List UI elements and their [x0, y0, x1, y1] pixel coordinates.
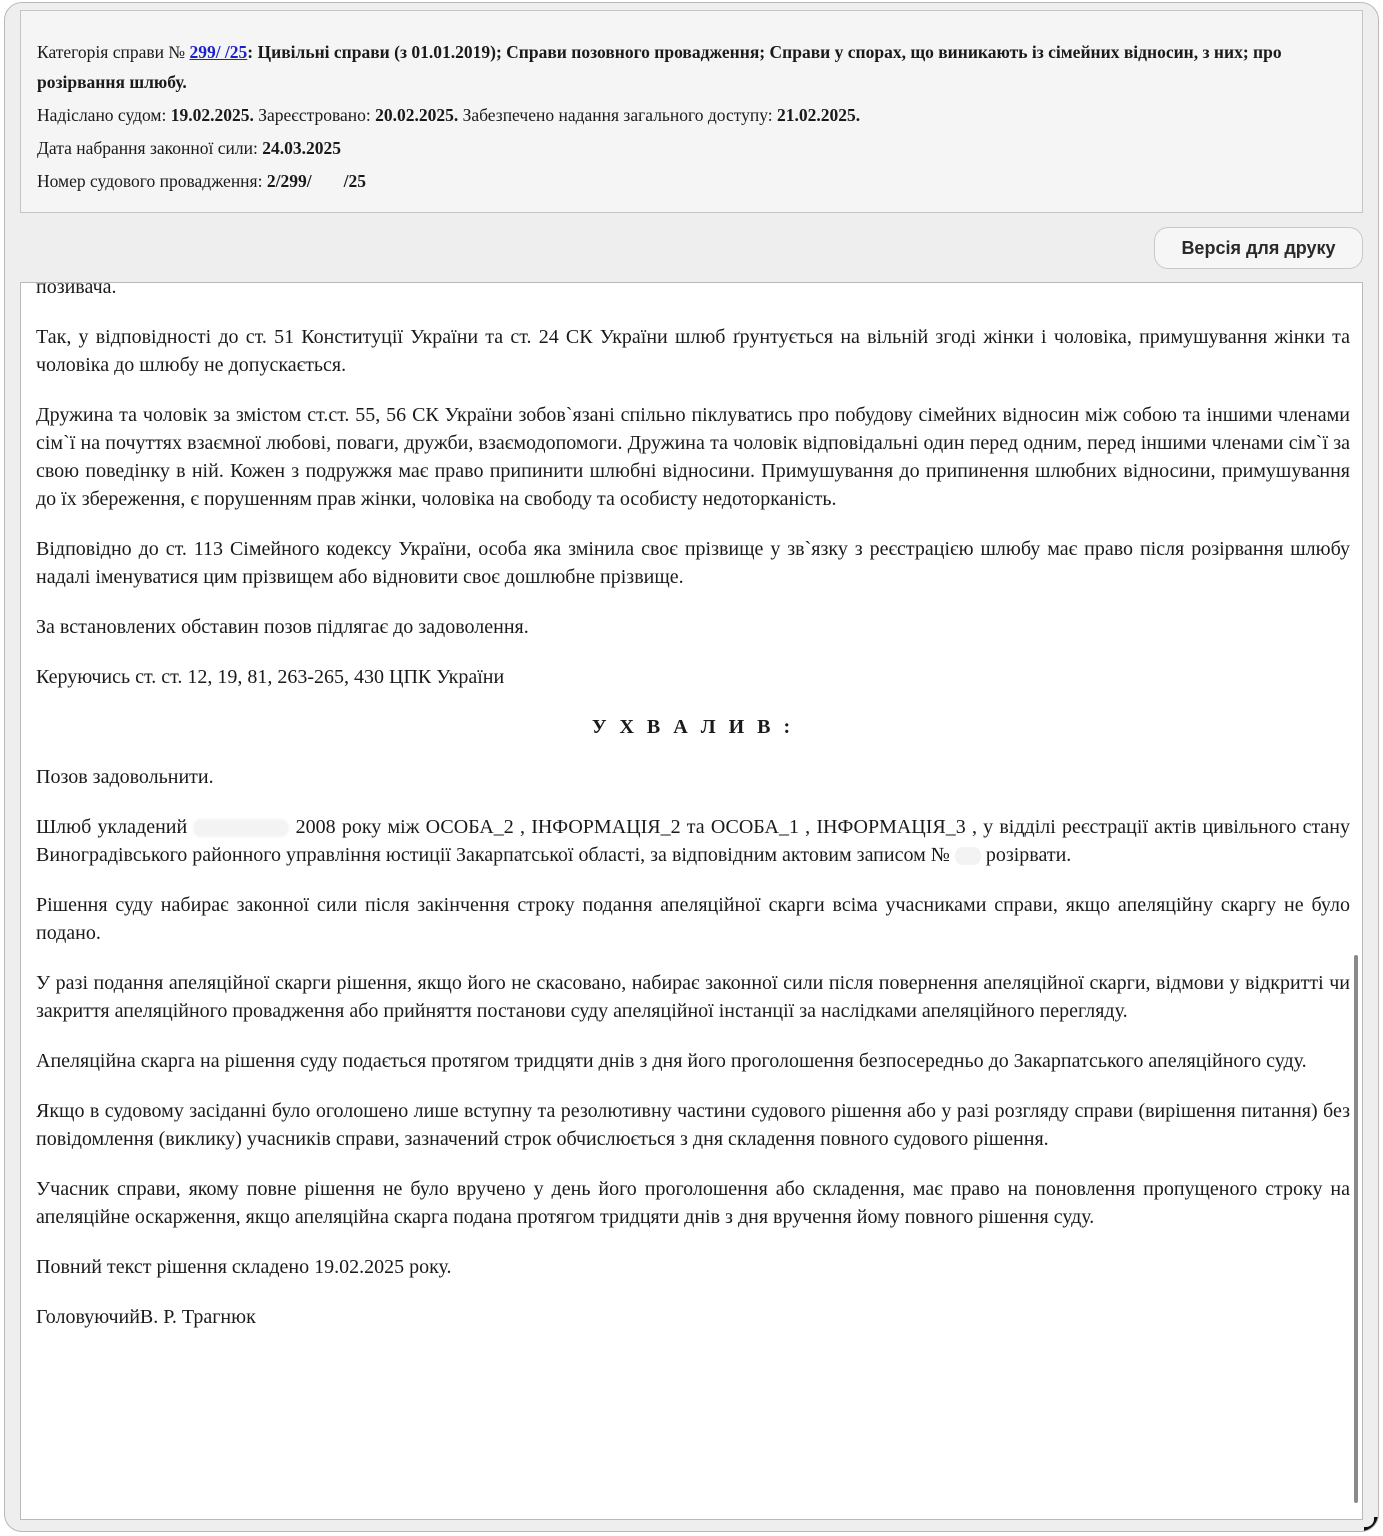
browser-window [4, 2, 1379, 1532]
doc-paragraph: Так, у відповідності до ст. 51 Конституції України та ст. 24 СК України шлюб ґрунтується на вільній згоді жінки і чоловіка, примушування жінки та чоловіка до шлюбу не допускається. [36, 326, 1350, 376]
case-category-label: Категорія справи № [37, 42, 186, 62]
legal-force-line [37, 133, 1346, 163]
doc-paragraph: Повний текст рішення складено 19.02.2025 року. [36, 1256, 452, 1278]
marriage-text-start: Шлюб укладений [36, 816, 188, 838]
decision-heading: У Х В А Л И В : [591, 716, 795, 738]
legal-force-label: Дата набрання законної сили: [37, 138, 258, 158]
legal-force-date: 24.03.2025 [262, 138, 341, 158]
case-info-panel [20, 10, 1363, 213]
doc-paragraph: Дружина та чоловік за змістом ст.ст. 55, 56 СК України зобов`язані спільно піклуватись про побудову сімейних відносин між собою та іншими членами сім`ї на почуттях взаємної любові, поваги, дружби, взаємодопомоги. Дружина та чоловік відповідальні один перед одним, перед іншими членами сім`ї за свою поведінку в ній. Кожен з подружжя має право припинити шлюбні відносини. Примушування до припинення шлюбних відносини, примушування до їх збереження, є порушенням прав жінки, чоловіка на свободу та особисту недоторканість. [36, 404, 1350, 510]
doc-paragraph: Позов задовольнити. [36, 766, 214, 788]
access-date: 21.02.2025. [777, 105, 861, 125]
document-text [36, 282, 1350, 1353]
redacted-record-number [955, 847, 981, 865]
proceeding-number-label: Номер судового провадження: [37, 171, 263, 191]
doc-paragraph: Відповідно до ст. 113 Сімейного кодексу України, особа яка змінила своє прізвище у зв`язку з реєстрацією шлюбу має право після розірвання шлюбу надалі іменуватися цим прізвищем або відновити своє дошлюбне прізвище. [36, 538, 1350, 588]
sent-date: 19.02.2025. [170, 105, 254, 125]
doc-paragraph: За встановлених обставин позов підлягає до задоволення. [36, 616, 529, 638]
vertical-scrollbar[interactable] [1354, 955, 1358, 1503]
case-dates-line [37, 100, 1346, 130]
window-corner [1364, 1517, 1378, 1531]
registered-date: 20.02.2025. [375, 105, 459, 125]
doc-paragraph: Учасник справи, якому повне рішення не було вручено у день його проголошення або складення, має право на поновлення пропущеного строку на апеляційне оскарження, якщо апеляційна скарга подана протягом тридцяти днів з дня вручення йому повного рішення суду. [36, 1178, 1350, 1228]
doc-paragraph: Апеляційна скарга на рішення суду подається протягом тридцяти днів з дня його проголошення безпосередньо до Закарпатського апеляційного суду. [36, 1050, 1307, 1072]
doc-paragraph: позивача. [36, 282, 117, 298]
case-category-line [37, 37, 1346, 97]
marriage-text-middle: 2008 року між ОСОБА_2 , ІНФОРМАЦІЯ_2 та ОСОБА_1 , ІНФОРМАЦІЯ_3 , у відділі реєстрації актів цивільного стану Виноградівського районного управління юстиції Закарпатської області, за відповідним актовим записом № [36, 816, 1351, 866]
access-label: Забезпечено надання загального доступу: [462, 105, 773, 125]
sent-label: Надіслано судом: [37, 105, 167, 125]
proceeding-number-prefix: 2/299/ [266, 171, 312, 191]
doc-paragraph: Рішення суду набирає законної сили після закінчення строку подання апеляційної скарги всіма учасниками справи, якщо апеляційну скаргу не було подано. [36, 894, 1350, 944]
case-number-link[interactable]: 299/ /25 [189, 42, 248, 62]
marriage-text-end: розірвати. [985, 844, 1072, 866]
document-viewer[interactable] [20, 282, 1363, 1520]
redacted-date [193, 819, 289, 837]
case-category-text: : Цивільні справи (з 01.01.2019); Справи позовного провадження; Справи у спорах, що виникають із сімейних відносин, з них; про розірвання шлюбу. [37, 42, 1282, 92]
proceeding-number-line [37, 166, 1346, 196]
doc-paragraph: Якщо в судовому засіданні було оголошено лише вступну та резолютивну частини судового рішення або у разі розгляду справи (вирішення питання) без повідомлення (виклику) учасників справи, зазначений строк обчислюється з дня складення повного судового рішення. [36, 1100, 1350, 1150]
judge-signature: ГоловуючийВ. Р. Трагнюк [36, 1306, 256, 1328]
doc-paragraph: Керуючись ст. ст. 12, 19, 81, 263-265, 430 ЦПК України [36, 666, 505, 688]
registered-label: Зареєстровано: [258, 105, 371, 125]
print-version-button[interactable]: Версія для друку [1154, 227, 1363, 269]
proceeding-number-suffix: /25 [343, 171, 366, 191]
doc-paragraph-marriage [36, 813, 1350, 869]
doc-paragraph: У разі подання апеляційної скарги рішення, якщо його не скасовано, набирає законної сили після повернення апеляційної скарги, відмови у відкритті чи закриття апеляційного провадження або прийняття постанови суду апеляційної інстанції за наслідками апеляційного перегляду. [36, 972, 1350, 1022]
redacted-mark [312, 177, 344, 189]
proceeding-number [267, 171, 366, 191]
